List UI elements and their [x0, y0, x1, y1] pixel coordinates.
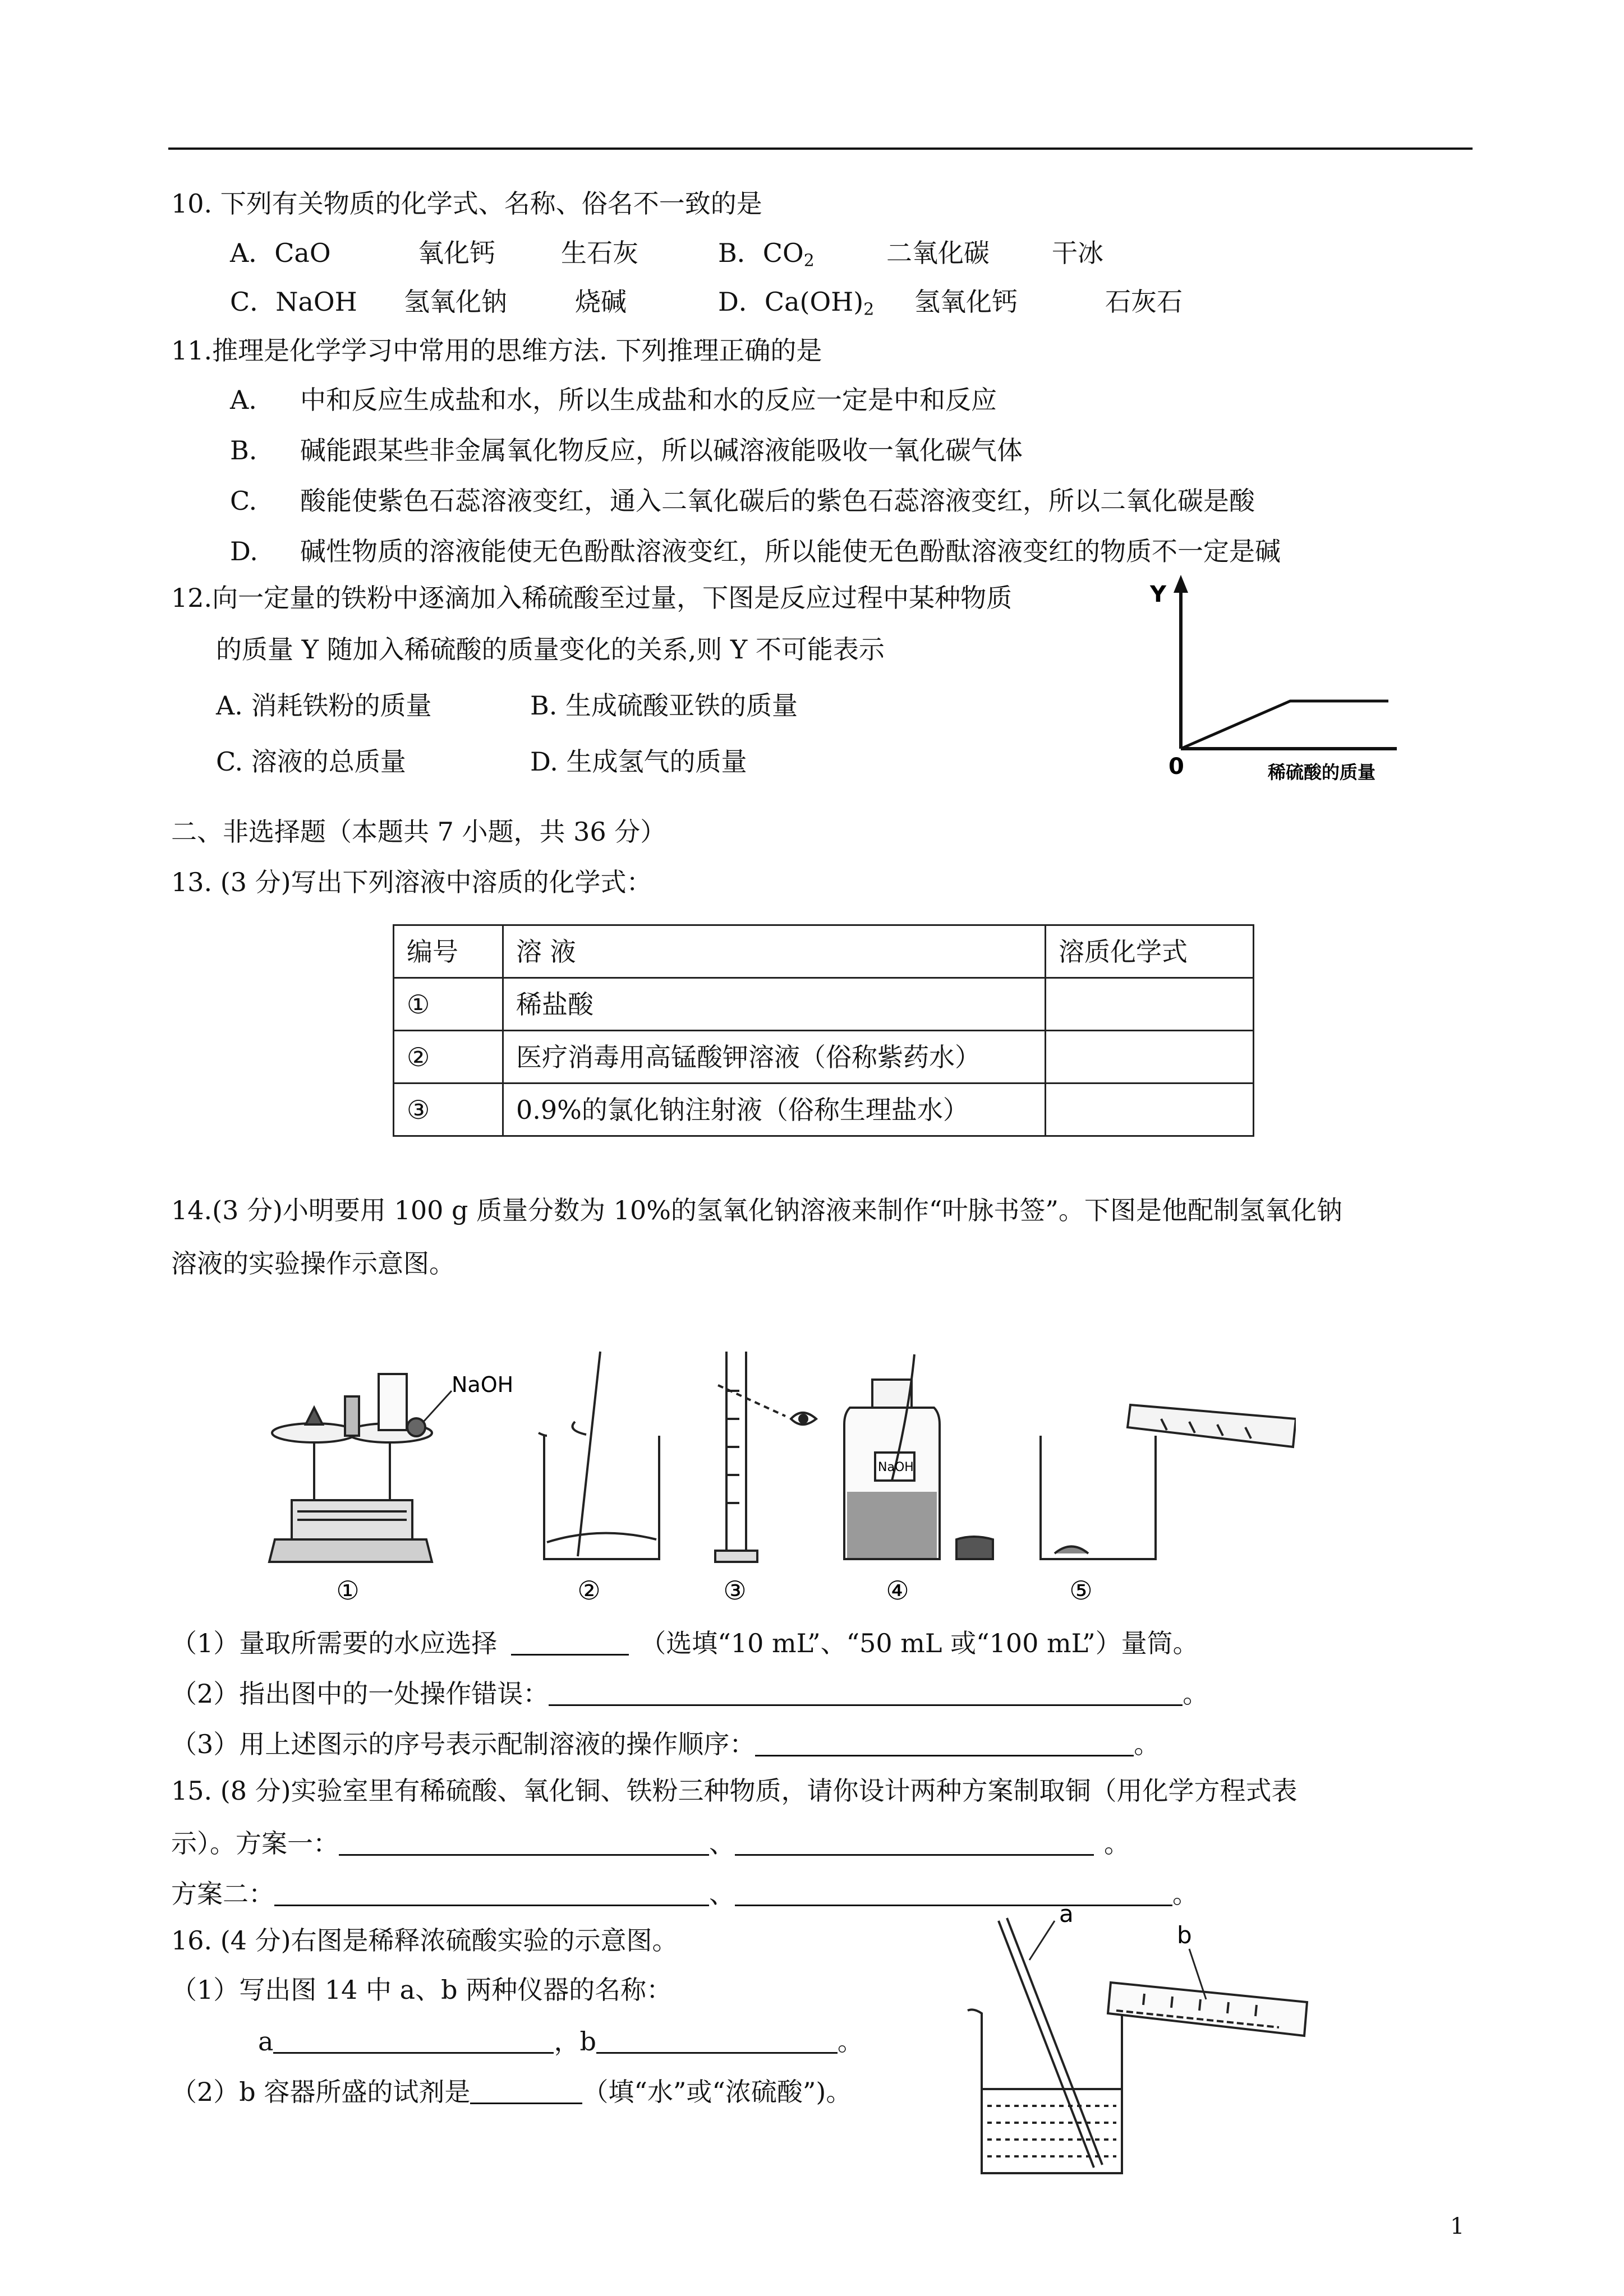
q15-plan2-eq2-blank[interactable] — [735, 1880, 1172, 1906]
q12-stem-line1: 12.向一定量的铁粉中逐滴加入稀硫酸至过量，下图是反应过程中某种物质 — [171, 583, 1013, 613]
header-rule — [168, 147, 1473, 150]
q12-graph-origin: 0 — [1168, 754, 1184, 780]
q12-option-a: A. 消耗铁粉的质量 — [216, 690, 432, 721]
q10-option-d-name: 氢氧化钙 — [914, 287, 1018, 317]
q15-plan1-eq2-blank[interactable] — [735, 1829, 1094, 1856]
q13-stem: 13. (3 分)写出下列溶液中溶质的化学式： — [171, 867, 652, 897]
pouring-beaker-icon — [1041, 1405, 1296, 1559]
q10-option-c-common: 烧碱 — [575, 287, 627, 317]
header-solution: 溶 液 — [503, 925, 1046, 978]
graduated-cylinder-icon — [1108, 1983, 1307, 2036]
reagent-bottle-icon — [844, 1354, 993, 1559]
q12-graph-y-arrow — [1174, 575, 1188, 593]
q11-stem: 11.推理是化学学习中常用的思维方法. 下列推理正确的是 — [171, 335, 822, 366]
label-a-pointer — [1029, 1921, 1055, 1960]
q14-line1: 14.(3 分)小明要用 100 g 质量分数为 10%的氢氧化钠溶液来制作“叶脉书签”。下图是他配制氢氧化钠 — [171, 1195, 1342, 1225]
glass-rod-icon — [999, 1918, 1102, 2168]
q10-option-c-name: 氢氧化钠 — [404, 287, 507, 317]
row-formula-answer[interactable] — [1046, 978, 1254, 1031]
eye-icon — [791, 1413, 816, 1424]
q10-option-d-label: D．$Ca(OH)_2$ — [718, 287, 875, 320]
q10-option-a-label: A．CaO — [230, 238, 331, 268]
q15-plan1-eq1-blank[interactable] — [339, 1829, 709, 1856]
beaker-icon — [539, 1352, 659, 1559]
q11-option-c-label: C. — [230, 486, 257, 516]
q16-dilution-figure — [965, 1904, 1324, 2187]
q10-option-d-common: 石灰石 — [1105, 287, 1183, 317]
q10-option-b-name: 二氧化碳 — [886, 238, 990, 268]
q16-sub1-answers: a ，b 。 — [258, 2026, 863, 2057]
q15-plan1: 示）。方案一： 、 。 — [171, 1828, 1130, 1859]
q10-option-c-label: C．NaOH — [230, 287, 357, 317]
table-header-row — [394, 925, 1254, 978]
row-no: ② — [394, 1031, 503, 1084]
q16-figure-label-a: a — [1059, 1904, 1074, 1928]
naoh-pointer-line — [424, 1391, 452, 1422]
row-solution: 医疗消毒用高锰酸钾溶液（俗称紫药水） — [503, 1031, 1046, 1084]
q16-stem: 16. (4 分)右图是稀释浓硫酸实验的示意图。 — [171, 1925, 678, 1956]
balance-icon — [269, 1374, 432, 1562]
q11-option-a-label: A. — [230, 385, 257, 415]
header-formula: 溶质化学式 — [1046, 925, 1254, 978]
step-label: ④ — [886, 1575, 909, 1606]
step-label: ② — [577, 1575, 601, 1606]
header-no: 编号 — [394, 925, 503, 978]
q14-sub2: （2）指出图中的一处操作错误： 。 — [171, 1679, 1209, 1709]
q12-option-d: D. 生成氢气的质量 — [530, 746, 747, 777]
row-formula-answer[interactable] — [1046, 1031, 1254, 1084]
q12-graph-y-label: Y — [1150, 582, 1166, 607]
q12-graph — [1133, 569, 1414, 794]
q12-option-c: C. 溶液的总质量 — [216, 746, 406, 777]
bottle-label: NaOH — [878, 1460, 914, 1474]
page-number: 1 — [1450, 2214, 1465, 2239]
q14-experiment-figure — [264, 1340, 1296, 1610]
row-formula-answer[interactable] — [1046, 1084, 1254, 1136]
step-label: ⑤ — [1069, 1575, 1093, 1606]
q11-option-d-text: 碱性物质的溶液能使无色酚酞溶液变红，所以能使无色酚酞溶液变红的物质不一定是碱 — [300, 536, 1281, 566]
q12-graph-x-label: 稀硫酸的质量 — [1268, 762, 1376, 783]
q10-option-b-common: 干冰 — [1052, 238, 1103, 268]
q16-b-answer-blank[interactable] — [596, 2027, 838, 2054]
q14-sub3: （3）用上述图示的序号表示配制溶液的操作顺序： 。 — [171, 1729, 1160, 1759]
q16-sub2-answer-blank[interactable] — [470, 2078, 582, 2104]
table-row — [394, 1031, 1254, 1084]
q16-sub1: （1）写出图 14 中 a、b 两种仪器的名称： — [171, 1975, 673, 2005]
q14-sub1: （1）量取所需要的水应选择 （选填“10 mL”、“50 mL 或“100 mL”）量筒。 — [171, 1628, 1199, 1658]
q11-option-a-text: 中和反应生成盐和水，所以生成盐和水的反应一定是中和反应 — [300, 385, 997, 415]
q13-table — [393, 924, 1254, 1137]
q10-stem: 10. 下列有关物质的化学式、名称、俗名不一致的是 — [171, 188, 762, 219]
row-no: ③ — [394, 1084, 503, 1136]
measuring-cylinder-icon — [715, 1352, 785, 1562]
q12-option-b: B. 生成硫酸亚铁的质量 — [530, 690, 798, 721]
q10-option-b-label: B．$CO_2$ — [718, 238, 815, 271]
q14-sub2-answer-blank[interactable] — [549, 1680, 1183, 1706]
table-row — [394, 1084, 1254, 1136]
q14-line2: 溶液的实验操作示意图。 — [171, 1248, 455, 1279]
q11-option-c-text: 酸能使紫色石蕊溶液变红，通入二氧化碳后的紫色石蕊溶液变红，所以二氧化碳是酸 — [300, 486, 1255, 516]
q10-option-a-name: 氧化钙 — [418, 238, 495, 268]
q16-sub2: （2）b 容器所盛的试剂是 （填“水”或“浓硫酸”)。 — [171, 2077, 852, 2107]
table-row — [394, 978, 1254, 1031]
row-no: ① — [394, 978, 503, 1031]
q11-option-d-label: D. — [230, 536, 258, 566]
step-label: ③ — [723, 1575, 747, 1606]
row-solution: 0.9%的氯化钠注射液（俗称生理盐水） — [503, 1084, 1046, 1136]
section2-title: 二、非选择题（本题共 7 小题，共 36 分） — [171, 817, 666, 847]
step-label: ① — [336, 1575, 360, 1606]
q14-sub1-answer-blank[interactable] — [511, 1629, 629, 1656]
q16-figure-label-b: b — [1177, 1921, 1192, 1949]
q12-graph-line — [1181, 701, 1388, 749]
q10-option-a-common: 生石灰 — [561, 238, 638, 268]
q15-plan2-eq1-blank[interactable] — [274, 1880, 709, 1906]
beaker-icon — [968, 2009, 1122, 2173]
q14-sub3-answer-blank[interactable] — [755, 1730, 1134, 1756]
q15-plan2: 方案二： 、 。 — [171, 1879, 1198, 1909]
q11-option-b-text: 碱能跟某些非金属氧化物反应，所以碱溶液能吸收一氧化碳气体 — [300, 435, 1023, 465]
q12-stem-line2: 的质量 Y 随加入稀硫酸的质量变化的关系,则 Y 不可能表示 — [216, 634, 885, 665]
naoh-label: NaOH — [452, 1372, 514, 1397]
q11-option-b-label: B. — [230, 435, 257, 465]
q15-line1: 15. (8 分)实验室里有稀硫酸、氧化铜、铁粉三种物质，请你设计两种方案制取铜（用化学方程式表 — [171, 1776, 1298, 1806]
q16-a-answer-blank[interactable] — [273, 2027, 554, 2054]
row-solution: 稀盐酸 — [503, 978, 1046, 1031]
